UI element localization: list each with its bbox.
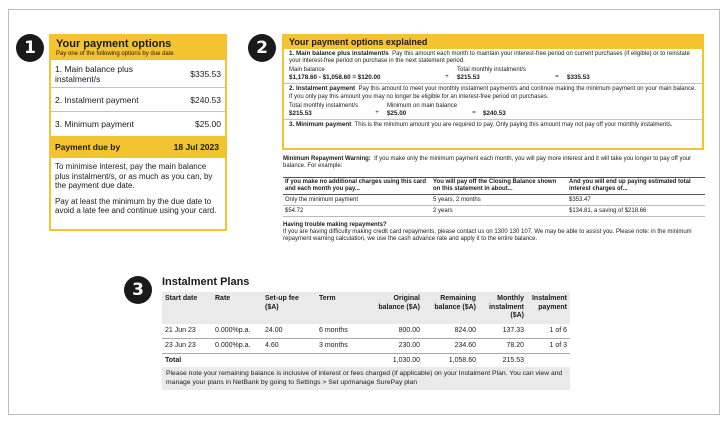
payment-options-panel — [49, 34, 227, 231]
table-row — [162, 324, 570, 339]
option-label: 3. Minimum payment — [55, 119, 134, 129]
section-2-calculation — [289, 101, 697, 118]
warning-text: If you make only the minimum payment each month, you will pay more interest and it will take you longer to pay off your balance. For example: — [283, 156, 692, 170]
calc-value: $25.00 — [387, 109, 407, 117]
section-1-heading: 1. Main balance plus instalment/s — [289, 50, 389, 57]
column-header: Rate — [212, 292, 262, 324]
trouble-heading: Having trouble making repayments? — [283, 222, 387, 228]
table-header-row — [162, 292, 570, 324]
option-row-minimum — [51, 112, 225, 136]
step-badge-1: 1 — [16, 34, 44, 62]
column-header: If you make no additional charges using this card and each month you pay... — [283, 178, 431, 195]
table-cell: Only the minimum payment — [283, 195, 431, 206]
late-fee-note: Pay at least the minimum by the due date to avoid a late fee and continue using your card. — [55, 196, 217, 215]
option-row-main-balance — [51, 60, 225, 88]
plus-sign: + — [445, 74, 449, 81]
explained-section-2 — [284, 84, 702, 119]
section-2-heading: 2. Instalment payment — [289, 85, 356, 93]
column-header: Remaining balance ($A) — [423, 292, 479, 324]
minimum-repayment-warning — [283, 156, 705, 170]
column-header: Original balance ($A) — [368, 292, 423, 324]
column-header: Term — [316, 292, 368, 324]
calc-value: $1,178.60 - $1,058.60 = $120.00 — [289, 74, 381, 82]
table-cell: 5 years, 2 months — [431, 195, 567, 206]
payment-options-title: Your payment options — [56, 38, 172, 50]
column-header: Instalment payment — [527, 292, 570, 324]
total-remaining-balance: 1,058.60 — [423, 353, 479, 368]
section-2-text: Pay this amount to meet your monthly instalment payment/s and continue making the minimum payment on your main balance. If you only pay this amount you may no longer be eligible for an interest-free period on purchases. — [289, 86, 696, 100]
warning-heading: Minimum Repayment Warning: — [283, 156, 371, 162]
calc-result: $240.53 — [483, 109, 506, 117]
calc-result: $335.53 — [567, 74, 590, 82]
option-amount: $335.53 — [190, 68, 221, 79]
instalment-plans-title: Instalment Plans — [162, 276, 250, 288]
table-cell: 78.20 — [479, 338, 527, 353]
column-header: Set-up fee ($A) — [262, 292, 316, 324]
payment-due-label: Payment due by — [55, 142, 121, 152]
payment-options-subtitle: Pay one of the following options by due date — [56, 51, 174, 57]
table-cell: 234.60 — [423, 338, 479, 353]
table-cell: 0.000%p.a. — [212, 324, 262, 339]
section-3-heading: 3. Minimum payment — [289, 120, 352, 128]
payment-options-header — [51, 36, 225, 60]
table-cell: 3 months — [316, 338, 368, 353]
table-cell: 137.33 — [479, 324, 527, 339]
total-original-balance: 1,030.00 — [368, 353, 423, 368]
equals-sign: = — [472, 109, 476, 116]
table-cell: 2 years — [431, 206, 567, 217]
table-row — [283, 206, 705, 217]
table-cell: $54.72 — [283, 206, 431, 217]
table-row — [162, 338, 570, 353]
explained-title: Your payment options explained — [284, 36, 702, 49]
total-label: Total — [162, 353, 212, 368]
column-header: Monthly instalment ($A) — [479, 292, 527, 324]
table-row — [283, 195, 705, 206]
option-label: 2. Instalment payment — [55, 94, 139, 105]
equals-sign: = — [555, 74, 559, 81]
table-cell: 4.60 — [262, 338, 316, 353]
total-row — [162, 353, 570, 368]
minimise-interest-note: To minimise interest, pay the main balance plus instalment/s, or as much as you can, by the payment due date. — [55, 162, 213, 190]
table-cell: 230.00 — [368, 338, 423, 353]
option-amount: $25.00 — [195, 119, 221, 129]
calc-value: $215.53 — [289, 109, 312, 117]
table-cell: 24.00 — [262, 324, 316, 339]
table-cell: 0.000%p.a. — [212, 338, 262, 353]
step-badge-2: 2 — [248, 34, 276, 62]
column-header: You will pay off the Closing Balance shown on this statement in about... — [431, 178, 567, 195]
payment-options-explained-panel — [282, 34, 704, 150]
table-cell: 21 Jun 23 — [162, 324, 212, 339]
column-header: Start date — [162, 292, 212, 324]
table-cell — [212, 353, 262, 368]
section-1-calculation — [289, 65, 697, 82]
repayment-warning-table — [283, 177, 705, 217]
table-cell: 824.00 — [423, 324, 479, 339]
table-cell: $353.47 — [567, 195, 705, 206]
instalment-plans-note: Please note your remaining balance is inclusive of interest or fees charged (if applicable) on your Instalment Plan. You can view and manage your plans in NetBank by going to Settings > Set up/manage SurePay plan — [162, 367, 570, 390]
table-cell — [527, 353, 570, 368]
total-monthly-instalment: 215.53 — [479, 353, 527, 368]
table-cell — [316, 353, 368, 368]
column-header: And you will end up paying estimated total interest charges of... — [567, 178, 705, 195]
table-cell — [262, 353, 316, 368]
option-amount: $240.53 — [190, 94, 221, 105]
payment-due-date: 18 Jul 2023 — [173, 142, 219, 152]
section-1-text: Pay this amount each month to maintain your interest-free period on current purchases (if eligible) or to reinstate your interest-free period on purchase in the next statement period. — [289, 51, 690, 65]
table-header-row — [283, 178, 705, 195]
table-cell: 800.00 — [368, 324, 423, 339]
instalment-plans-table — [162, 292, 570, 369]
calc-label: Main balance — [289, 67, 325, 74]
calc-value: $215.53 — [457, 74, 480, 82]
table-cell: $134.81, a saving of $218.66 — [567, 206, 705, 217]
explained-section-1 — [284, 49, 702, 84]
calc-label: Minimum on main balance — [387, 102, 458, 109]
table-cell: 6 months — [316, 324, 368, 339]
option-row-instalment — [51, 88, 225, 112]
section-3-text: This is the minimum amount you are required to pay. Only paying this amount may not pay off your monthly instalments. — [354, 121, 673, 128]
trouble-text: If you are having difficulty making credit card repayments, please contact us on 1300 130 107. We may be able to assist you. Please note: in the minimum repayment warning calculation, we use the cash advance rate and apply it to the entire balance. — [283, 229, 692, 243]
option-label: 1. Main balance plus instalment/s — [55, 63, 133, 84]
trouble-repaying-section — [283, 222, 705, 244]
calc-label: Total monthly instalment/s — [289, 102, 359, 109]
table-cell: 23 Jun 23 — [162, 338, 212, 353]
payment-due-bar — [51, 136, 225, 158]
calc-label: Total monthly instalment/s — [457, 67, 527, 74]
explained-section-3 — [284, 120, 702, 130]
step-badge-3: 3 — [124, 276, 152, 304]
plus-sign: + — [375, 109, 379, 116]
table-cell: 1 of 3 — [527, 338, 570, 353]
table-cell: 1 of 6 — [527, 324, 570, 339]
